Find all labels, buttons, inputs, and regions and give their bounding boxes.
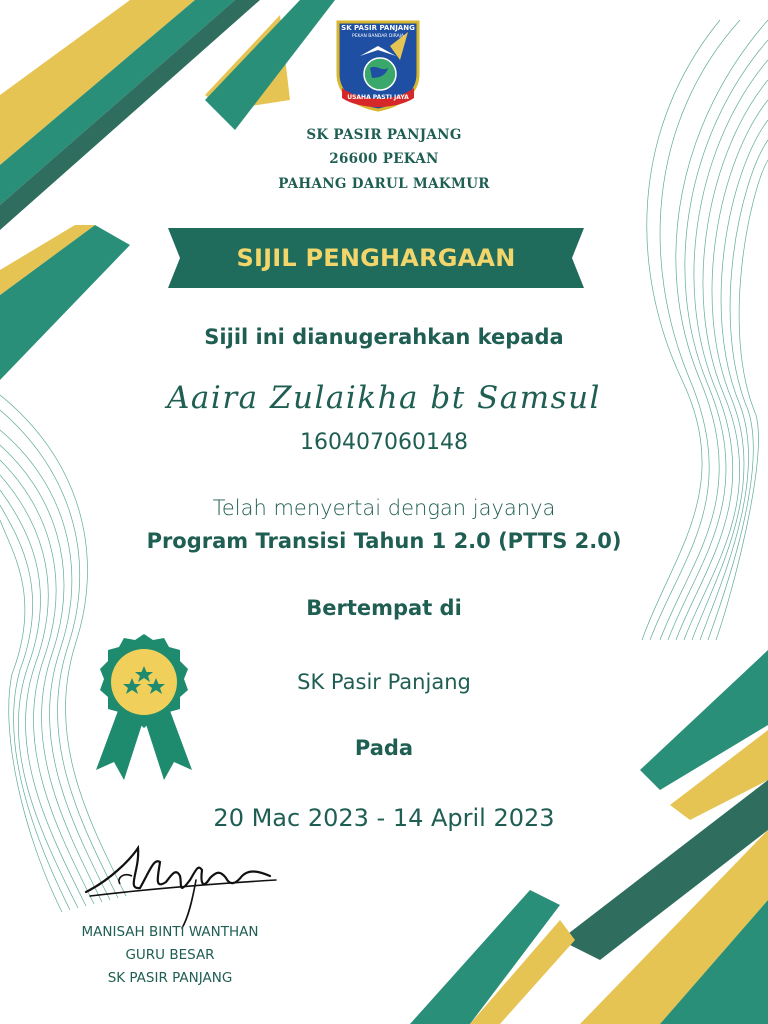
venue-text: SK Pasir Panjang <box>297 670 471 694</box>
signatory-name: MANISAH BINTI WANTHAN <box>81 924 259 940</box>
stripe-left-teal-3 <box>0 225 130 380</box>
logo-motto: USAHA PASTI JAYA <box>347 94 409 101</box>
school-postcode-city: 26600 PEKAN <box>329 151 439 167</box>
recipient-name: Aaira Zulaikha bt Samsul <box>167 380 601 416</box>
school-logo <box>330 16 426 112</box>
program-name: Program Transisi Tahun 1 2.0 (PTTS 2.0) <box>146 529 622 553</box>
date-range: 20 Mac 2023 - 14 April 2023 <box>213 804 555 832</box>
awarded-to-text: Sijil ini dianugerahkan kepada <box>204 325 564 349</box>
logo-sub-text: PEKAN BANDAR DIRAJA <box>352 34 404 39</box>
school-name: SK PASIR PANJANG <box>306 127 462 143</box>
signatory-position: GURU BESAR <box>125 947 215 963</box>
award-medal-icon <box>92 630 196 780</box>
signatory-organization: SK PASIR PANJANG <box>107 970 233 986</box>
participated-text: Telah menyertai dengan jayanya <box>212 496 556 520</box>
recipient-id: 160407060148 <box>300 430 468 455</box>
date-label: Pada <box>354 736 414 760</box>
signature-image <box>80 840 280 930</box>
school-state: PAHANG DARUL MAKMUR <box>278 176 490 192</box>
held-at-label: Bertempat di <box>306 596 462 620</box>
certificate-title: SIJIL PENGHARGAAN <box>236 244 516 272</box>
logo-top-text: SK PASIR PANJANG <box>341 24 415 32</box>
